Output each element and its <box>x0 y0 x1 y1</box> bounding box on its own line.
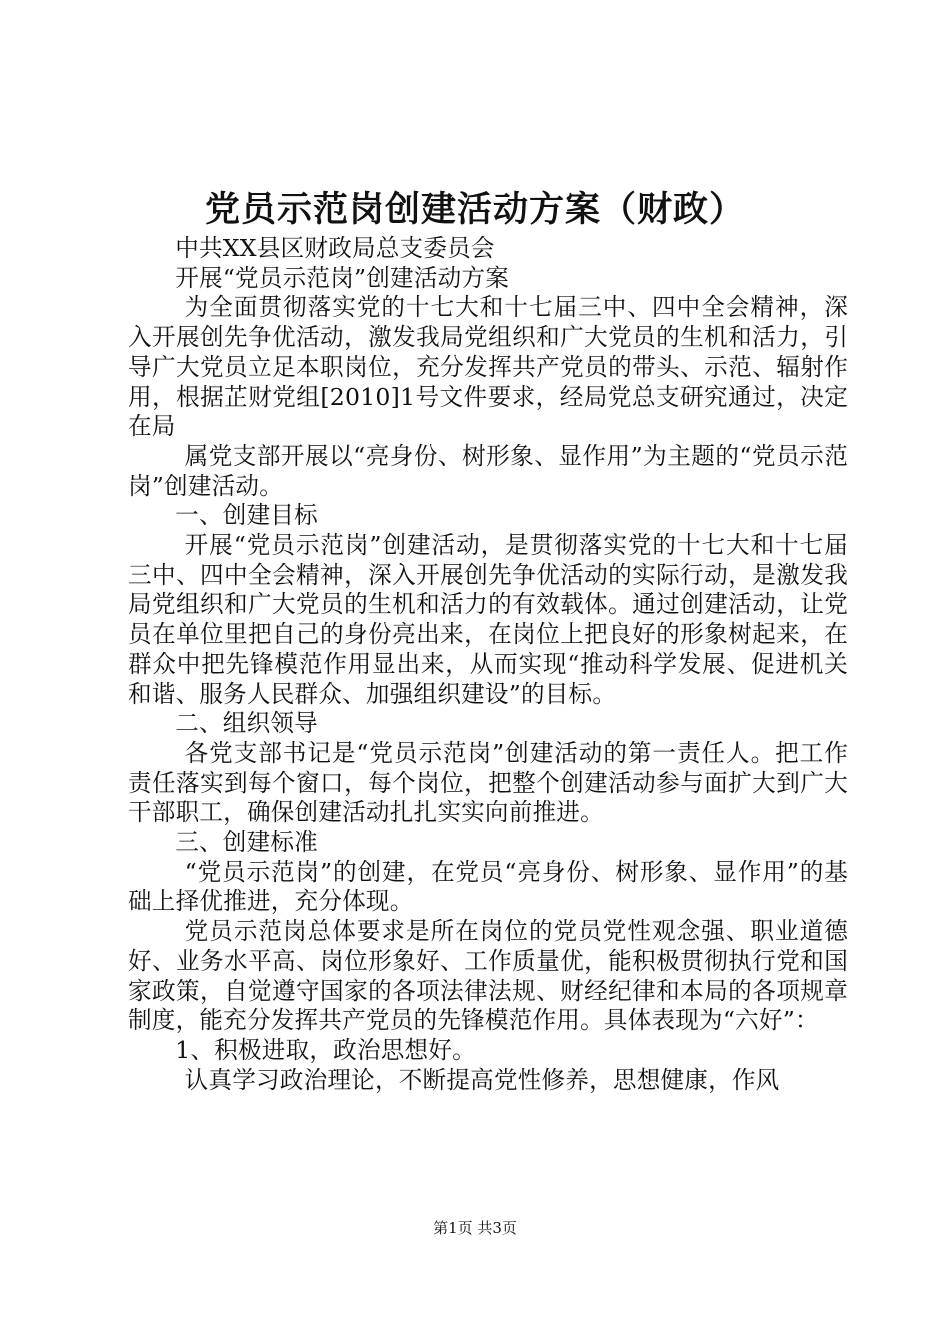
paragraph-subtitle: 开展“党员示范岗”创建活动方案 <box>175 263 510 292</box>
paragraph-list-item-1-detail: 认真学习政治理论，不断提高党性修养，思想健康，作风 <box>184 1065 780 1094</box>
document-body <box>128 234 848 1095</box>
paragraph-intro-continued: 属党支部开展以“亮身份、树形象、显作用”为主题的“党员示范岗”创建活动。 <box>128 441 848 500</box>
paragraph-leadership: 各党支部书记是“党员示范岗”创建活动的第一责任人。把工作责任落实到每个窗口，每个岗位，把整个创建活动参与面扩大到广大干部职工，确保创建活动扎扎实实向前推进。 <box>128 738 848 827</box>
paragraph-standards: “党员示范岗”的创建，在党员“亮身份、树形象、显作用”的基础上择优推进，充分体现。 <box>128 857 848 916</box>
paragraph-requirements: 党员示范岗总体要求是所在岗位的党员党性观念强、职业道德好、业务水平高、岗位形象好、工作质量优，能积极贯彻执行党和国家政策，自觉遵守国家的各项法律法规、财经纪律和本局的各项规章制度，能充分发挥共产党员的先锋模范作用。具体表现为“六好”： <box>128 917 848 1035</box>
list-item-1: 1、积极进取，政治思想好。 <box>175 1035 476 1064</box>
section-heading-goals: 一、创建目标 <box>175 501 318 530</box>
document-title: 党员示范岗创建活动方案（财政） <box>204 189 745 230</box>
paragraph-intro: 为全面贯彻落实党的十七大和十七届三中、四中全会精神，深入开展创先争优活动，激发我局党组织和广大党员的生机和活力，引导广大党员立足本职岗位，充分发挥共产党员的带头、示范、辐射作用，根据芷财党组[2010]1号文件要求，经局党总支研究通过，决定在局 <box>128 293 848 441</box>
paragraph-goals: 开展“党员示范岗”创建活动，是贯彻落实党的十七大和十七届三中、四中全会精神，深入开展创先争优活动的实际行动，是激发我局党组织和广大党员的生机和活力的有效载体。通过创建活动，让党员在单位里把自己的身份亮出来，在岗位上把良好的形象树起来，在群众中把先锋模范作用显出来，从而实现“推动科学发展、促进机关和谐、服务人民群众、加强组织建设”的目标。 <box>128 531 848 708</box>
section-heading-leadership: 二、组织领导 <box>175 709 318 738</box>
section-heading-standards: 三、创建标准 <box>175 828 318 857</box>
paragraph-issuer: 中共XX县区财政局总支委员会 <box>175 234 495 262</box>
page-footer: 第1页 共3页 <box>433 1219 517 1237</box>
